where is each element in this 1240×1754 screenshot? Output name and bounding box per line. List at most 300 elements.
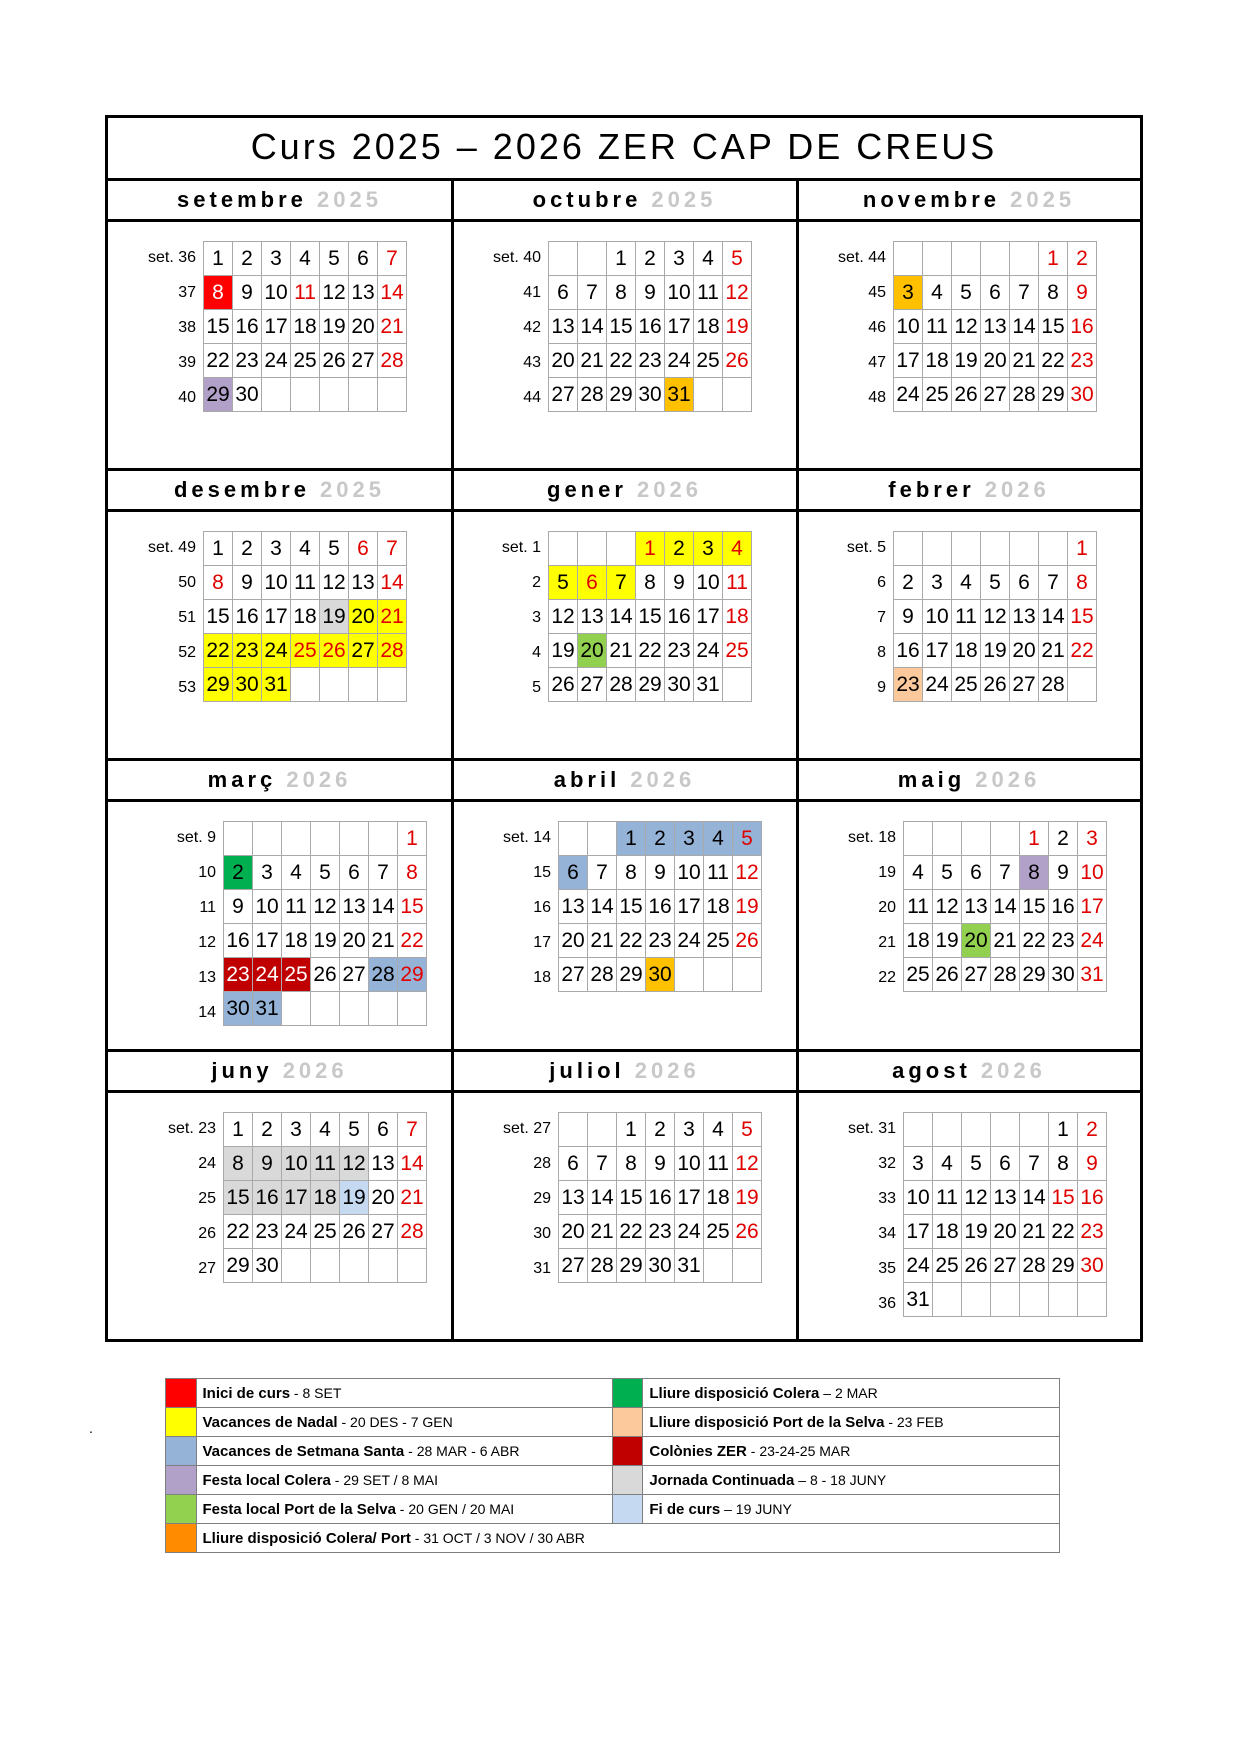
day-cell: 11 xyxy=(291,276,320,310)
day-cell xyxy=(694,378,723,412)
week-row xyxy=(904,822,1107,856)
day-cell: 17 xyxy=(894,344,923,378)
day-cell: 12 xyxy=(320,566,349,600)
day-cell xyxy=(723,378,752,412)
day-cell: 3 xyxy=(282,1113,311,1147)
day-cell: 19 xyxy=(733,1181,762,1215)
week-row xyxy=(559,856,762,890)
week-number: 10 xyxy=(198,864,216,881)
legend-row xyxy=(166,1466,1060,1495)
day-cell: 6 xyxy=(369,1113,398,1147)
day-cell xyxy=(1010,242,1039,276)
day-cell: 21 xyxy=(588,924,617,958)
week-number: 53 xyxy=(178,679,196,696)
day-cell: 2 xyxy=(224,856,253,890)
month-year: 2025 xyxy=(641,187,717,212)
week-row xyxy=(904,1181,1107,1215)
day-cell: 14 xyxy=(398,1147,427,1181)
week-row xyxy=(559,1181,762,1215)
day-cell: 28 xyxy=(1010,378,1039,412)
legend-dates: – 2 MAR xyxy=(819,1384,878,1401)
week-row xyxy=(894,344,1097,378)
day-cell: 11 xyxy=(694,276,723,310)
day-cell: 19 xyxy=(733,890,762,924)
day-cell: 19 xyxy=(723,310,752,344)
week-row xyxy=(559,822,762,856)
day-cell: 6 xyxy=(559,856,588,890)
day-cell: 25 xyxy=(952,668,981,702)
day-cell: 16 xyxy=(253,1181,282,1215)
day-cell xyxy=(1010,532,1039,566)
day-cell: 25 xyxy=(694,344,723,378)
day-cell: 2 xyxy=(233,532,262,566)
legend-title: Vacances de Setmana Santa xyxy=(202,1442,405,1460)
week-row xyxy=(904,1147,1107,1181)
month-grid xyxy=(223,821,427,1026)
day-cell: 25 xyxy=(282,958,311,992)
day-cell: 20 xyxy=(578,634,607,668)
day-cell: 5 xyxy=(311,856,340,890)
day-cell: 24 xyxy=(894,378,923,412)
day-cell xyxy=(933,1113,962,1147)
week-number: 14 xyxy=(198,1004,216,1021)
week-row xyxy=(204,566,407,600)
day-cell: 2 xyxy=(1049,822,1078,856)
day-cell: 11 xyxy=(923,310,952,344)
day-cell: 1 xyxy=(617,1113,646,1147)
day-cell xyxy=(962,1113,991,1147)
day-cell: 24 xyxy=(1078,924,1107,958)
month-name: juliol xyxy=(549,1058,625,1083)
day-cell: 1 xyxy=(204,532,233,566)
week-row xyxy=(894,310,1097,344)
day-cell: 17 xyxy=(694,600,723,634)
day-cell xyxy=(588,822,617,856)
week-row xyxy=(904,1249,1107,1283)
week-number: set. 31 xyxy=(847,1120,896,1137)
legend-label xyxy=(196,1524,1060,1553)
day-cell: 20 xyxy=(549,344,578,378)
day-cell: 17 xyxy=(282,1181,311,1215)
day-cell: 3 xyxy=(675,1113,704,1147)
day-cell: 5 xyxy=(952,276,981,310)
week-number: 25 xyxy=(198,1190,216,1207)
day-cell xyxy=(704,958,733,992)
day-cell: 12 xyxy=(549,600,578,634)
day-cell: 27 xyxy=(369,1215,398,1249)
day-cell xyxy=(578,242,607,276)
month-name: desembre xyxy=(173,477,310,502)
week-number: 39 xyxy=(178,354,196,371)
week-row xyxy=(559,924,762,958)
day-cell: 4 xyxy=(723,532,752,566)
week-row xyxy=(204,378,407,412)
week-row xyxy=(224,822,427,856)
month-year: 2026 xyxy=(974,477,1050,502)
day-cell xyxy=(952,532,981,566)
legend-title: Festa local Colera xyxy=(202,1471,331,1489)
day-cell: 10 xyxy=(923,600,952,634)
day-cell: 17 xyxy=(665,310,694,344)
legend-label xyxy=(643,1379,1060,1408)
day-cell: 18 xyxy=(291,600,320,634)
day-cell: 16 xyxy=(224,924,253,958)
week-number: set. 49 xyxy=(147,539,196,556)
week-number: set. 1 xyxy=(501,539,541,556)
month-grid xyxy=(203,241,407,412)
day-cell: 22 xyxy=(1039,344,1068,378)
month-header xyxy=(453,761,796,802)
day-cell xyxy=(1020,1113,1049,1147)
day-cell: 13 xyxy=(981,310,1010,344)
day-cell xyxy=(733,1249,762,1283)
day-cell: 10 xyxy=(665,276,694,310)
day-cell: 28 xyxy=(991,958,1020,992)
day-cell: 7 xyxy=(1020,1147,1049,1181)
legend-dates: - 20 GEN / 20 MAI xyxy=(395,1500,515,1517)
day-cell: 2 xyxy=(1068,242,1097,276)
day-cell: 11 xyxy=(282,890,311,924)
week-row xyxy=(904,1215,1107,1249)
week-number: set. 5 xyxy=(846,539,886,556)
week-row xyxy=(904,958,1107,992)
week-row xyxy=(549,668,752,702)
day-cell: 23 xyxy=(233,344,262,378)
day-cell: 12 xyxy=(340,1147,369,1181)
day-cell: 15 xyxy=(1020,890,1049,924)
day-cell: 19 xyxy=(320,600,349,634)
week-number: 32 xyxy=(878,1155,896,1172)
day-cell xyxy=(224,822,253,856)
month-year: 2026 xyxy=(276,767,352,792)
day-cell: 6 xyxy=(1010,566,1039,600)
day-cell: 5 xyxy=(733,822,762,856)
day-cell: 21 xyxy=(588,1215,617,1249)
day-cell: 24 xyxy=(262,634,291,668)
week-number: 21 xyxy=(878,934,896,951)
day-cell: 12 xyxy=(723,276,752,310)
day-cell xyxy=(1078,1283,1107,1317)
day-cell: 8 xyxy=(1039,276,1068,310)
day-cell: 14 xyxy=(378,276,407,310)
legend-label xyxy=(196,1466,612,1495)
day-cell: 27 xyxy=(549,378,578,412)
week-number: 44 xyxy=(523,389,541,406)
month-year: 2026 xyxy=(626,477,702,502)
day-cell: 15 xyxy=(204,310,233,344)
day-cell: 9 xyxy=(665,566,694,600)
day-cell: 22 xyxy=(636,634,665,668)
day-cell: 24 xyxy=(923,668,952,702)
day-cell: 5 xyxy=(962,1147,991,1181)
day-cell: 4 xyxy=(282,856,311,890)
day-cell xyxy=(991,1113,1020,1147)
day-cell: 23 xyxy=(1049,924,1078,958)
month-grid xyxy=(893,241,1097,412)
day-cell: 10 xyxy=(253,890,282,924)
day-cell xyxy=(588,1113,617,1147)
day-cell: 26 xyxy=(320,634,349,668)
day-cell: 7 xyxy=(607,566,636,600)
week-number: 38 xyxy=(178,319,196,336)
day-cell: 4 xyxy=(704,1113,733,1147)
day-cell: 7 xyxy=(369,856,398,890)
week-number: 48 xyxy=(868,389,886,406)
day-cell xyxy=(733,958,762,992)
day-cell: 23 xyxy=(636,344,665,378)
legend-label xyxy=(643,1408,1060,1437)
day-cell: 4 xyxy=(923,276,952,310)
day-cell xyxy=(578,532,607,566)
week-row xyxy=(894,600,1097,634)
day-cell: 21 xyxy=(607,634,636,668)
week-number: 8 xyxy=(877,644,886,661)
week-number: set. 9 xyxy=(176,829,216,846)
day-cell xyxy=(1068,668,1097,702)
day-cell: 4 xyxy=(904,856,933,890)
day-cell: 7 xyxy=(398,1113,427,1147)
day-cell: 31 xyxy=(904,1283,933,1317)
day-cell: 12 xyxy=(733,856,762,890)
day-cell: 8 xyxy=(1049,1147,1078,1181)
day-cell: 14 xyxy=(588,890,617,924)
month-name: maig xyxy=(897,767,966,792)
day-cell: 15 xyxy=(636,600,665,634)
day-cell: 13 xyxy=(559,1181,588,1215)
legend-row xyxy=(166,1379,1060,1408)
day-cell: 22 xyxy=(1020,924,1049,958)
week-row xyxy=(904,890,1107,924)
day-cell: 22 xyxy=(1049,1215,1078,1249)
day-cell: 4 xyxy=(704,822,733,856)
week-number: 3 xyxy=(532,609,541,626)
day-cell: 30 xyxy=(253,1249,282,1283)
week-number: 6 xyxy=(877,574,886,591)
day-cell xyxy=(340,822,369,856)
day-cell: 2 xyxy=(894,566,923,600)
day-cell: 28 xyxy=(369,958,398,992)
day-cell: 3 xyxy=(665,242,694,276)
day-cell: 26 xyxy=(311,958,340,992)
day-cell: 25 xyxy=(704,924,733,958)
week-number: set. 40 xyxy=(492,249,541,266)
week-row xyxy=(224,1147,427,1181)
day-cell: 14 xyxy=(991,890,1020,924)
day-cell: 27 xyxy=(559,1249,588,1283)
day-cell: 14 xyxy=(369,890,398,924)
day-cell: 30 xyxy=(646,1249,675,1283)
month-year: 2025 xyxy=(1000,187,1076,212)
day-cell: 14 xyxy=(378,566,407,600)
legend-label xyxy=(643,1495,1060,1524)
day-cell xyxy=(894,532,923,566)
day-cell: 10 xyxy=(262,276,291,310)
month-year: 2026 xyxy=(272,1058,348,1083)
day-cell: 23 xyxy=(1068,344,1097,378)
day-cell: 26 xyxy=(549,668,578,702)
week-number: 16 xyxy=(533,899,551,916)
day-cell: 4 xyxy=(291,532,320,566)
day-cell: 28 xyxy=(378,344,407,378)
legend-label xyxy=(196,1379,612,1408)
week-number: set. 36 xyxy=(147,249,196,266)
legend-title: Lliure disposició Port de la Selva xyxy=(649,1413,885,1431)
month-name: setembre xyxy=(177,187,307,212)
day-cell xyxy=(340,1249,369,1283)
week-number: 36 xyxy=(878,1295,896,1312)
day-cell: 6 xyxy=(991,1147,1020,1181)
week-row xyxy=(204,344,407,378)
week-number: 42 xyxy=(523,319,541,336)
day-cell: 16 xyxy=(233,310,262,344)
week-row xyxy=(894,634,1097,668)
day-cell: 17 xyxy=(262,310,291,344)
week-row xyxy=(894,532,1097,566)
week-row xyxy=(549,310,752,344)
day-cell: 20 xyxy=(962,924,991,958)
day-cell: 27 xyxy=(981,378,1010,412)
day-cell: 4 xyxy=(291,242,320,276)
legend-label xyxy=(643,1437,1060,1466)
day-cell: 26 xyxy=(962,1249,991,1283)
week-row xyxy=(204,600,407,634)
day-cell xyxy=(291,668,320,702)
week-row xyxy=(904,856,1107,890)
day-cell: 13 xyxy=(578,600,607,634)
day-cell: 18 xyxy=(704,1181,733,1215)
day-cell: 22 xyxy=(398,924,427,958)
day-cell: 7 xyxy=(378,532,407,566)
day-cell: 10 xyxy=(904,1181,933,1215)
day-cell: 25 xyxy=(291,344,320,378)
day-cell: 27 xyxy=(349,344,378,378)
day-cell: 1 xyxy=(224,1113,253,1147)
day-cell: 23 xyxy=(224,958,253,992)
week-row xyxy=(904,1283,1107,1317)
day-cell: 29 xyxy=(636,668,665,702)
day-cell: 17 xyxy=(923,634,952,668)
day-cell: 29 xyxy=(1049,1249,1078,1283)
legend-title: Jornada Continuada xyxy=(649,1471,795,1489)
day-cell: 20 xyxy=(559,1215,588,1249)
day-cell: 8 xyxy=(1068,566,1097,600)
day-cell: 5 xyxy=(340,1113,369,1147)
month-year: 2026 xyxy=(624,1058,700,1083)
day-cell: 25 xyxy=(723,634,752,668)
week-number: 30 xyxy=(533,1225,551,1242)
day-cell: 10 xyxy=(894,310,923,344)
month-grid xyxy=(893,531,1097,702)
day-cell: 4 xyxy=(311,1113,340,1147)
month-grid xyxy=(903,1112,1107,1317)
week-number: 24 xyxy=(198,1155,216,1172)
day-cell: 8 xyxy=(204,276,233,310)
day-cell: 21 xyxy=(1039,634,1068,668)
legend-swatch xyxy=(166,1379,197,1408)
legend-table xyxy=(165,1378,1060,1553)
day-cell: 25 xyxy=(311,1215,340,1249)
day-cell: 13 xyxy=(991,1181,1020,1215)
week-number: 51 xyxy=(178,609,196,626)
legend-swatch xyxy=(612,1408,643,1437)
month-grid xyxy=(558,1112,762,1283)
month-name: juny xyxy=(211,1058,273,1083)
week-number: set. 44 xyxy=(837,249,886,266)
day-cell: 16 xyxy=(233,600,262,634)
day-cell: 12 xyxy=(320,276,349,310)
day-cell: 21 xyxy=(378,600,407,634)
day-cell xyxy=(1020,1283,1049,1317)
day-cell: 11 xyxy=(704,1147,733,1181)
day-cell xyxy=(291,378,320,412)
day-cell: 8 xyxy=(1020,856,1049,890)
day-cell: 14 xyxy=(1020,1181,1049,1215)
day-cell xyxy=(282,822,311,856)
day-cell: 3 xyxy=(262,242,291,276)
day-cell: 16 xyxy=(894,634,923,668)
day-cell: 6 xyxy=(349,242,378,276)
day-cell: 26 xyxy=(733,924,762,958)
day-cell: 27 xyxy=(1010,668,1039,702)
week-row xyxy=(549,242,752,276)
day-cell: 2 xyxy=(636,242,665,276)
day-cell: 26 xyxy=(933,958,962,992)
day-cell: 20 xyxy=(559,924,588,958)
week-number: set. 18 xyxy=(847,829,896,846)
legend-label xyxy=(196,1437,612,1466)
day-cell: 24 xyxy=(262,344,291,378)
month-grid xyxy=(548,531,752,702)
day-cell: 20 xyxy=(1010,634,1039,668)
day-cell: 17 xyxy=(904,1215,933,1249)
month-header xyxy=(108,471,451,512)
day-cell: 29 xyxy=(607,378,636,412)
legend-title: Fi de curs xyxy=(649,1500,721,1518)
week-number: 43 xyxy=(523,354,541,371)
month-header xyxy=(798,1052,1140,1093)
day-cell: 7 xyxy=(1010,276,1039,310)
day-cell: 29 xyxy=(617,958,646,992)
day-cell: 19 xyxy=(311,924,340,958)
day-cell: 8 xyxy=(204,566,233,600)
legend-swatch xyxy=(166,1437,197,1466)
stray-dot: . xyxy=(89,1420,93,1436)
day-cell: 22 xyxy=(1068,634,1097,668)
day-cell xyxy=(933,822,962,856)
day-cell: 1 xyxy=(204,242,233,276)
day-cell: 19 xyxy=(320,310,349,344)
week-number: 37 xyxy=(178,284,196,301)
day-cell: 4 xyxy=(694,242,723,276)
day-cell: 18 xyxy=(952,634,981,668)
day-cell xyxy=(991,822,1020,856)
legend-swatch xyxy=(612,1495,643,1524)
day-cell: 17 xyxy=(262,600,291,634)
day-cell: 10 xyxy=(262,566,291,600)
day-cell: 31 xyxy=(694,668,723,702)
week-row xyxy=(904,1113,1107,1147)
week-row xyxy=(549,532,752,566)
week-number: 5 xyxy=(532,679,541,696)
day-cell: 31 xyxy=(1078,958,1107,992)
day-cell: 18 xyxy=(291,310,320,344)
week-row xyxy=(224,856,427,890)
week-row xyxy=(224,1181,427,1215)
legend-dates: - 23 FEB xyxy=(884,1413,944,1430)
day-cell: 21 xyxy=(1020,1215,1049,1249)
day-cell xyxy=(253,822,282,856)
week-row xyxy=(894,378,1097,412)
